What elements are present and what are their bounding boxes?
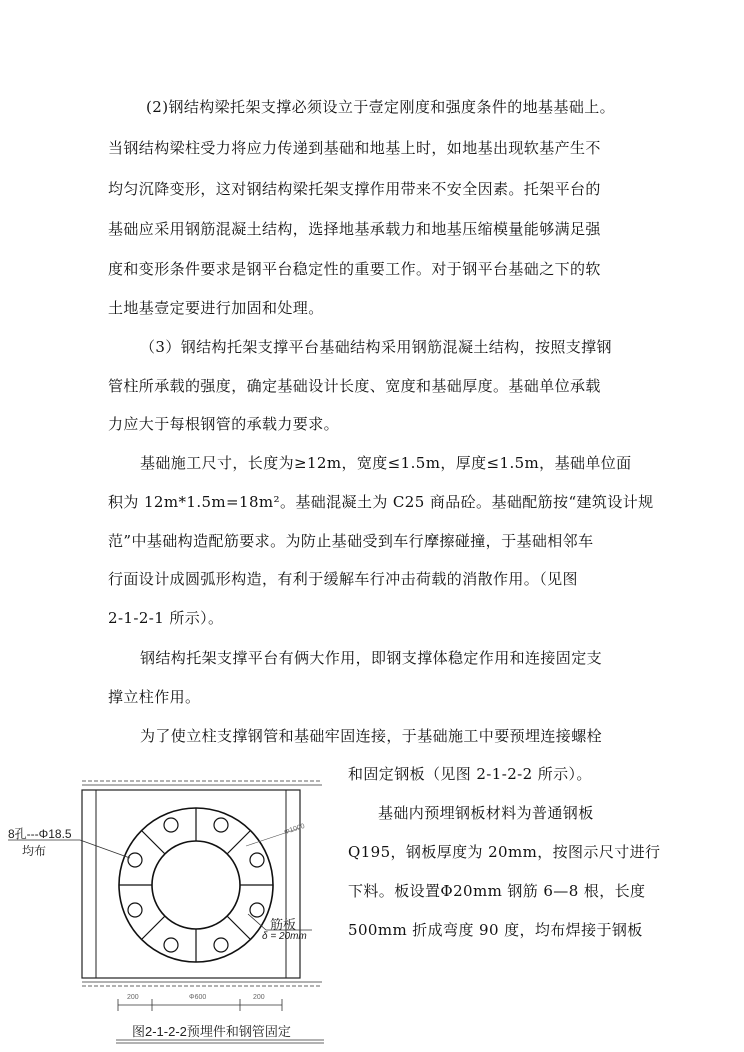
p1-line-2: 当钢结构梁柱受力将应力传递到基础和地基上时，如地基出现软基产生不 [108,139,601,157]
hole-label: 8孔---Φ18.5 [8,827,72,841]
p3-line-3: 范”中基础构造配筋要求。为防止基础受到车行摩擦碰撞，于基础相邻车 [108,532,594,550]
p3-line-4: 行面设计成圆弧形构造，有利于缓解车行冲击荷载的消散作用。（见图 [108,570,578,588]
rib-label: 筋板 [270,917,297,932]
p5-line-1: 为了使立柱支撑钢管和基础牢固连接，于基础施工中要预埋连接螺栓 [140,727,603,745]
p6-line-3: 下料。板设置Φ20mm 钢筋 6—8 根，长度 [348,882,646,900]
p3-line-5: 2-1-2-1 所示）。 [108,609,224,627]
p4-line-2: 撑立柱作用。 [108,688,201,706]
p1-line-5: 度和变形条件要求是钢平台稳定性的重要工作。对于钢平台基础之下的软 [108,260,601,278]
dim-mid-label: Φ600 [189,994,207,1001]
dim-left-label: 200 [127,994,139,1001]
dim-right-label: 200 [253,994,265,1001]
p2-line-1: （3）钢结构托架支撑平台基础结构采用钢筋混凝土结构，按照支撑钢 [140,338,612,356]
hole-label-uniform: 均布 [22,844,47,858]
p3-line-1: 基础施工尺寸，长度为≥12m，宽度≤1.5m，厚度≤1.5m，基础单位面 [140,454,632,472]
p2-line-3: 力应大于每根钢管的承载力要求。 [108,415,340,433]
p3-line-2: 积为 12m*1.5m=18m²。基础混凝土为 C25 商品砼。基础配筋按“建筑设计规 [108,493,654,511]
p1-line-3: 均匀沉降变形，这对钢结构梁托架支撑作用带来不安全因素。托架平台的 [108,180,601,198]
p6-line-2: Q195，钢板厚度为 20mm，按图示尺寸进行 [348,843,661,861]
p6-line-4: 500mm 折成弯度 90 度，均布焊接于钢板 [348,921,643,939]
p2-line-2: 管柱所承载的强度，确定基础设计长度、宽度和基础厚度。基础单位承载 [108,377,601,395]
p4-line-1: 钢结构托架支撑平台有俩大作用，即钢支撑体稳定作用和连接固定支 [140,649,603,667]
rib-thickness-label: δ = 20mm [262,931,307,942]
p1-line-6: 土地基壹定要进行加固和处理。 [108,299,324,317]
p5-line-2: 和固定钢板（见图 2-1-2-2 所示）。 [348,765,592,783]
p1-line-4: 基础应采用钢筋混凝土结构，选择地基承载力和地基压缩模量能够满足强 [108,220,601,238]
p6-line-1: 基础内预埋钢板材料为普通钢板 [378,804,594,822]
diameter-label: Φ1000 [283,822,306,837]
p1-line-1: (2)钢结构梁托架支撑必须设立于壹定刚度和强度条件的地基基础上。 [146,98,616,116]
figure-caption: 图2-1-2-2预埋件和钢管固定 [132,1024,291,1039]
